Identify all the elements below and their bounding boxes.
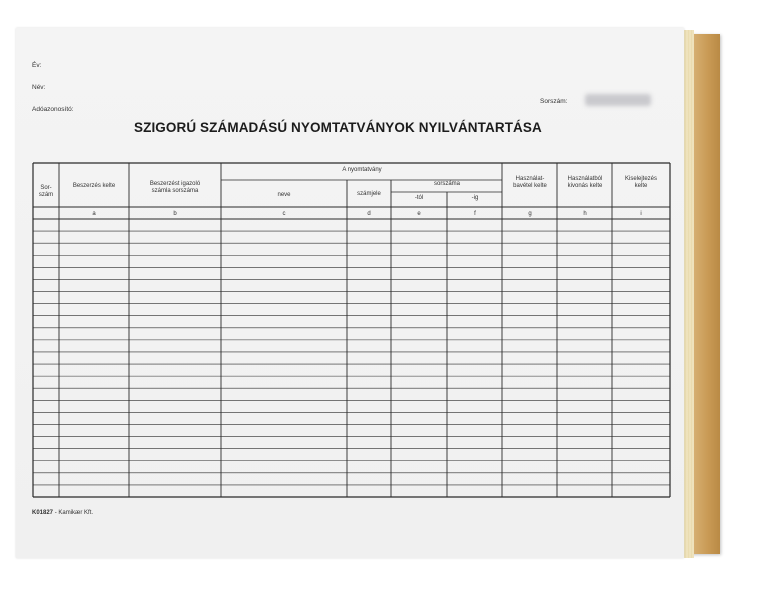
nyomtatvany-group-header: A nyomtatvány xyxy=(342,167,382,173)
letter-c: c xyxy=(282,211,286,217)
col-hasznalatbol-header: Használatból kivonás kelte xyxy=(567,176,603,189)
col-ig-header: -ig xyxy=(471,195,479,201)
col-neve-header: neve xyxy=(277,192,291,198)
publisher: - Kamikær Kft. xyxy=(53,510,94,516)
nev-label: Név: xyxy=(32,84,46,91)
col-selejtezes-header: Kiselejtezés kelte xyxy=(624,176,657,189)
form-code: K01827 xyxy=(32,510,54,516)
letter-f: f xyxy=(474,211,476,217)
col-tol-header: -tól xyxy=(414,195,424,201)
col-hasznalatbavetel-header: Használat- bavétel kelte xyxy=(513,176,547,189)
letter-e: e xyxy=(417,211,421,217)
adoazonosito-label: Adóazonosító: xyxy=(32,106,74,113)
letter-h: h xyxy=(583,211,587,217)
sorszam-label: Sorszám: xyxy=(540,98,568,105)
letter-a: a xyxy=(92,211,96,217)
form-footer xyxy=(32,510,93,516)
form-title: SZIGORÚ SZÁMADÁSÚ NYOMTATVÁNYOK NYILVÁNTARTÁSA xyxy=(134,120,542,135)
col-sorszam-header: Sor- szám xyxy=(38,185,54,198)
col-igazolo-header: Beszerzést igazoló számla sorszáma xyxy=(149,181,201,194)
letter-b: b xyxy=(173,211,177,217)
ev-label: Év: xyxy=(32,62,42,69)
letter-i: i xyxy=(640,211,642,217)
col-szamjele-header: számjele xyxy=(357,191,381,197)
letter-g: g xyxy=(528,211,532,217)
letter-d: d xyxy=(367,211,371,217)
col-beszerzes-header: Beszerzés kelte xyxy=(72,183,116,189)
sorszama-group-header: sorszáma xyxy=(433,181,460,187)
